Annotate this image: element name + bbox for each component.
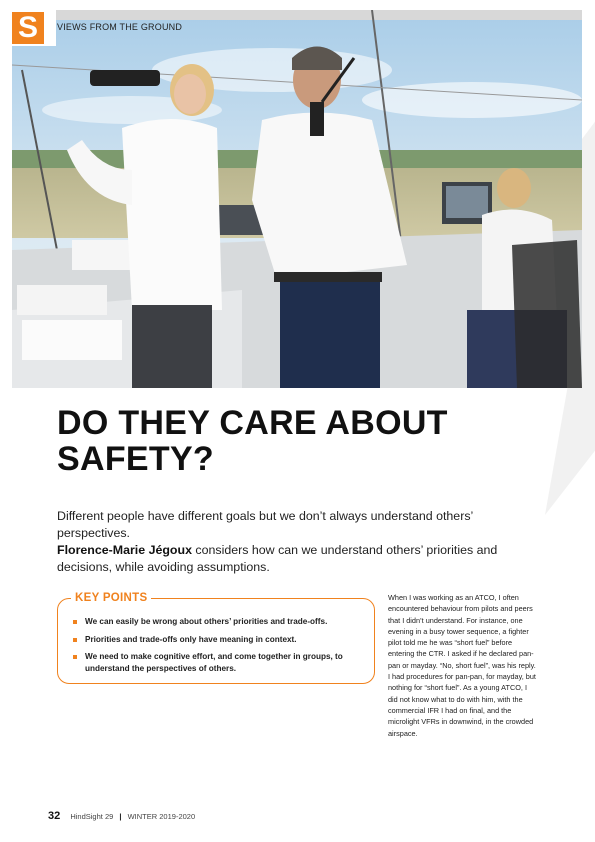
key-point-item <box>73 634 363 646</box>
standfirst <box>57 508 542 576</box>
publication-name: HindSight 29 <box>70 812 114 821</box>
issue-label: WINTER 2019-2020 <box>127 812 196 821</box>
key-point-item <box>73 616 363 628</box>
page-number: 32 <box>48 810 61 822</box>
key-point-item <box>73 651 363 674</box>
key-points-title: KEY POINTS <box>71 592 151 604</box>
footer-separator: | <box>119 812 122 821</box>
tower-photo <box>12 10 582 388</box>
article-title: DO THEY CARE ABOUT SAFETY? <box>57 404 448 478</box>
logo-letter: S <box>17 11 38 44</box>
key-point-text: We need to make cognitive effort, and come together in groups, to understand the perspectives of others. <box>85 652 343 673</box>
author-name: Florence-Marie Jégoux <box>57 543 192 557</box>
section-label: VIEWS FROM THE GROUND <box>57 22 183 32</box>
standfirst-lead: Different people have different goals but we don’t always understand others’ perspectives. <box>57 509 473 540</box>
section-logo <box>12 12 44 44</box>
key-point-text: We can easily be wrong about others’ priorities and trade-offs. <box>85 617 328 626</box>
key-point-text: Priorities and trade-offs only have meaning in context. <box>85 634 297 644</box>
bullet-icon <box>73 655 77 659</box>
bullet-icon <box>73 638 77 642</box>
body-paragraph: When I was working as an ATCO, I often encountered behaviour from pilots and peers that I didn’t understand. For instance, one evening in a busy tower sequence, a fighter pilot told me he was “short fuel” before entering the CTR. I asked if he declared pan-pan or mayday. “No, short fuel”, was his reply. I had procedures for pan-pan, for mayday, but nothing for “short fuel”. As a young ATCO, I did not know what to do with him, with the commercial IFR I had on final, and the microlight VFRs in downwind, in the crowded airspace. <box>388 593 536 738</box>
standfirst-tail: considers how can we understand others’ priorities and decisions, while avoiding assumptions. <box>57 543 498 574</box>
key-points-list <box>73 616 363 680</box>
bullet-icon <box>73 620 77 624</box>
page-footer <box>48 810 195 822</box>
